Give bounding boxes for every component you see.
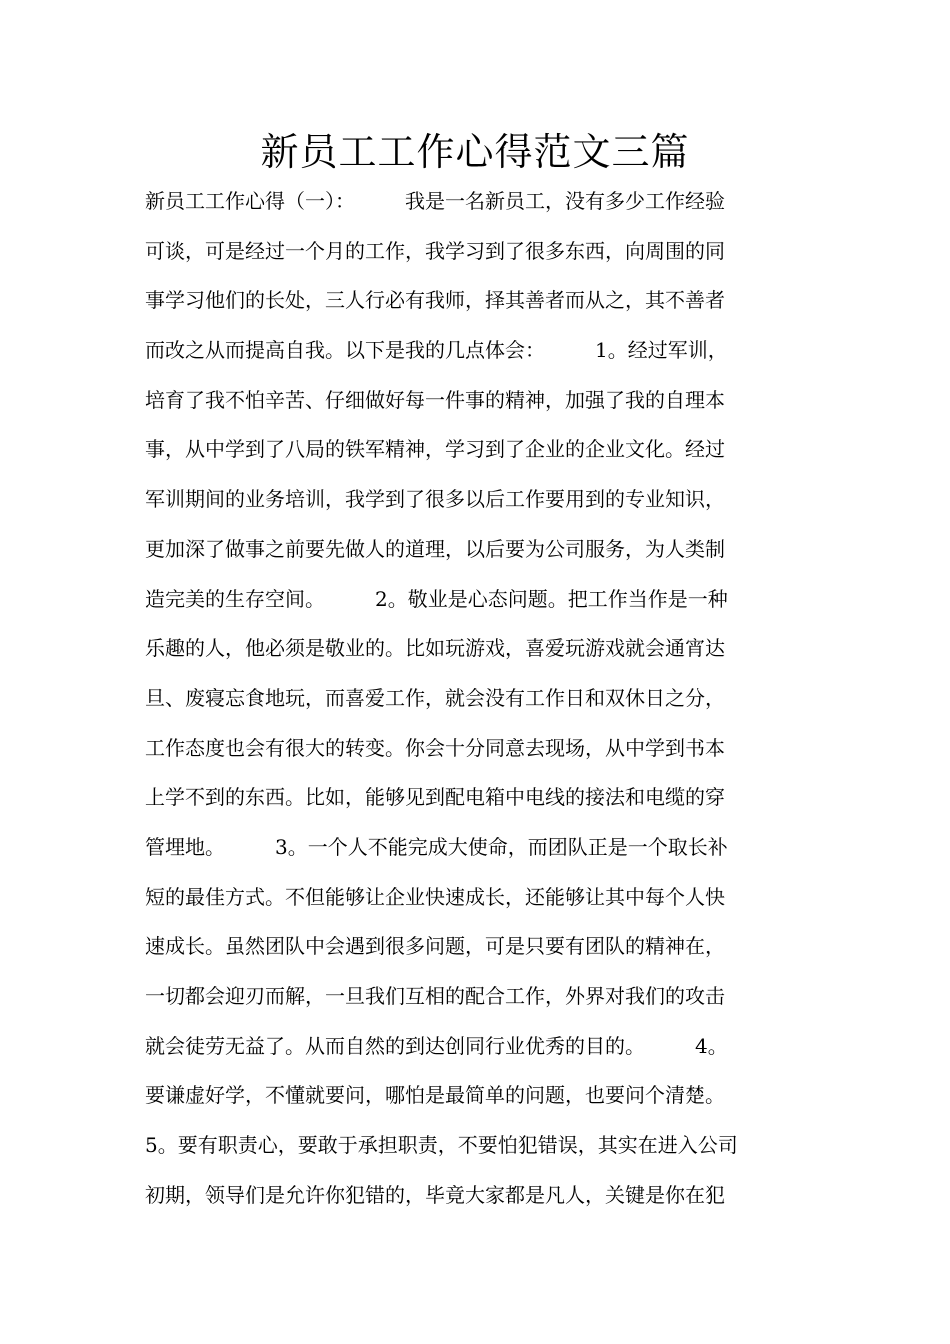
document-title: 新员工工作心得范文三篇 <box>260 130 690 174</box>
body-line: 乐趣的人，他必须是敬业的。比如玩游戏，喜爱玩游戏就会通宵达 <box>145 636 725 661</box>
body-line: 造完美的生存空间。 2。敬业是心态问题。把工作当作是一种 <box>145 586 728 611</box>
body-line: 培育了我不怕辛苦、仔细做好每一件事的精神，加强了我的自理本 <box>145 387 725 412</box>
body-line: 旦、废寝忘食地玩，而喜爱工作，就会没有工作日和双休日之分， <box>145 685 725 710</box>
body-line: 事学习他们的长处，三人行必有我师，择其善者而从之，其不善者 <box>145 288 725 313</box>
body-line: 短的最佳方式。不但能够让企业快速成长，还能够让其中每个人快 <box>145 884 725 909</box>
body-line: 而改之从而提高自我。以下是我的几点体会： 1。经过军训， <box>145 338 728 363</box>
body-line: 工作态度也会有很大的转变。你会十分同意去现场，从中学到书本 <box>145 735 725 760</box>
body-line: 更加深了做事之前要先做人的道理，以后要为公司服务，为人类制 <box>145 536 725 561</box>
document-body <box>145 177 810 1220</box>
body-line: 管埋地。 3。一个人不能完成大使命，而团队正是一个取长补 <box>145 834 728 859</box>
body-line: 一切都会迎刃而解，一旦我们互相的配合工作，外界对我们的攻击 <box>145 984 725 1008</box>
body-line: 新员工工作心得（一）： 我是一名新员工，没有多少工作经验 <box>145 189 725 213</box>
body-line: 就会徒劳无益了。从而自然的到达创同行业优秀的目的。 4。 <box>145 1033 728 1058</box>
body-line: 速成长。虽然团队中会遇到很多问题，可是只要有团队的精神在， <box>145 934 725 959</box>
body-line: 要谦虚好学，不懂就要问，哪怕是最简单的问题，也要问个清楚。 <box>145 1083 725 1108</box>
body-line: 上学不到的东西。比如，能够见到配电箱中电线的接法和电缆的穿 <box>145 785 725 810</box>
body-line: 事，从中学到了八局的铁军精神，学习到了企业的企业文化。经过 <box>145 437 725 462</box>
body-line: 军训期间的业务培训，我学到了很多以后工作要用到的专业知识， <box>145 487 725 512</box>
body-line: 可谈，可是经过一个月的工作，我学习到了很多东西，向周围的同 <box>145 238 725 263</box>
body-line: 初期，领导们是允许你犯错的，毕竟大家都是凡人，关键是你在犯 <box>145 1182 725 1207</box>
body-line: 5。要有职责心，要敢于承担职责，不要怕犯错误，其实在进入公司 <box>145 1133 738 1158</box>
